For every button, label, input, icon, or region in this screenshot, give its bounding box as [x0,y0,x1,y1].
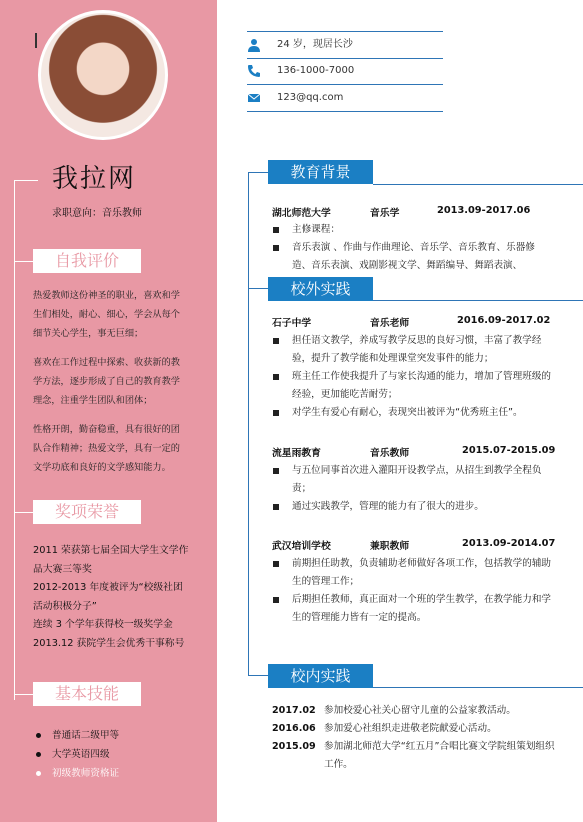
job-bullet: 对学生有爱心有耐心，表现突出被评为“优秀班主任”。 [272,404,552,422]
job-row [272,538,562,554]
job-org: 武汉培训学校 [272,541,331,552]
mail-icon [247,91,261,105]
award-line: 品大赛三等奖 [33,563,92,575]
main-connector [248,172,268,173]
practice-heading: 校外实践 [268,277,373,301]
campus-item [272,738,557,774]
avatar [38,10,168,140]
job-org: 石子中学 [272,318,312,329]
contact-age-text: 24 岁，现居长沙 [277,39,353,50]
main-connector [248,675,268,676]
skill-item: 普通话二级甲等 [36,726,206,745]
education-row [272,205,562,221]
contact-divider [247,58,443,59]
contact-email-text: 123@qq.com [277,92,344,103]
phone-icon [247,64,261,78]
sidebar [0,0,217,822]
job-role: 音乐老师 [370,318,410,329]
campus-item [272,720,557,738]
contact-phone-text: 136-1000-7000 [277,65,355,76]
self-eval-heading: 自我评价 [33,249,141,273]
award-line: 活动积极分子” [33,600,97,612]
job-period: 2015.07-2015.09 [462,445,556,456]
job-org: 流星雨教育 [272,448,321,459]
main-connector [248,288,268,289]
job-row [272,315,562,331]
section-rule [373,184,583,185]
campus-date: 2017.02 [272,705,316,716]
main-timeline [248,172,249,675]
person-icon [247,38,261,52]
job-intent: 求职意向：音乐教师 [52,208,142,219]
education-heading: 教育背景 [268,160,373,184]
campus-text: 参加湖北师范大学“红五月”合唱比赛文学院组策划组织工作。 [324,741,555,770]
job-bullet: 前期担任助教，负责辅助老师做好各项工作，包括教学的辅助生的管理工作； [272,555,552,591]
campus-list [272,702,557,774]
campus-text: 参加爱心社组织走进敬老院献爱心活动。 [324,723,497,734]
sidebar-timeline [14,180,15,700]
self-eval-paragraph: 热爱教师这份神圣的职业，喜欢和学生们相处，耐心、细心，学会从每个细节关心学生，事无巨细； [33,290,180,339]
education-bullets [272,221,552,275]
sidebar-connector [14,180,38,181]
job-bullet: 与五位同事首次进入灌阳开设教学点，从招生到教学全程负责； [272,462,552,498]
contact-divider [247,84,443,85]
award-line: 2013.12 获院学生会优秀干事称号 [33,637,185,649]
job-bullets [272,462,552,516]
contact-age [247,34,443,56]
campus-item [272,702,557,720]
contact-divider [247,31,443,32]
awards-list [33,542,203,653]
award-line: 2011 荣获第七届全国大学生文学作 [33,545,189,556]
self-eval-text [33,286,189,487]
job-bullet: 后期担任教师，真正面对一个班的学生教学，在教学能力和学生的管理能力皆有一定的提高。 [272,591,552,627]
education-period: 2013.09-2017.06 [437,205,531,216]
job-period: 2016.09-2017.02 [457,315,551,326]
sidebar-connector [14,261,33,262]
skill-item: 初级教师资格证 [36,764,206,783]
contact-phone [247,60,443,82]
job-bullets [272,555,552,627]
section-rule [373,300,583,301]
job-bullets [272,332,552,422]
job-bullet: 班主任工作使我提升了与家长沟通的能力，增加了管理班级的经验，更加能吃苦耐劳； [272,368,552,404]
award-line: 2012-2013 年度被评为“校级社团 [33,582,183,593]
job-row [272,445,562,461]
section-rule [373,687,583,688]
campus-date: 2015.09 [272,741,316,752]
sidebar-connector [14,512,33,513]
job-bullet: 通过实践教学，管理的能力有了很大的进步。 [272,498,552,516]
sidebar-connector [14,694,33,695]
contact-email [247,87,443,109]
contact-divider [247,111,443,112]
campus-text: 参加校爱心社关心留守儿童的公益家教活动。 [324,705,516,716]
self-eval-paragraph: 性格开朗，勤奋稳重，具有很好的团队合作精神；热爱文学，具有一定的文学功底和良好的文学感知能力。 [33,424,180,473]
education-bullet: 主修课程： [272,221,552,239]
job-role: 音乐教师 [370,448,410,459]
award-line: 连续 3 个学年获得校一级奖学金 [33,619,173,630]
skills-heading: 基本技能 [33,682,141,706]
school-name: 湖北师范大学 [272,208,331,219]
job-role: 兼职教师 [370,541,410,552]
awards-heading: 奖项荣誉 [33,500,141,524]
skill-item: 大学英语四级 [36,745,206,764]
major-name: 音乐学 [370,208,400,219]
campus-date: 2016.06 [272,723,316,734]
education-bullet: 音乐表演 、作曲与作曲理论、音乐学、音乐教育、乐器修造、音乐表演、戏剧影视文学、舞蹈编导、舞蹈表演、 [272,239,552,275]
skills-list [36,726,206,783]
decor-mark [35,33,37,48]
campus-heading: 校内实践 [268,664,373,688]
person-name: 我拉网 [52,164,137,194]
job-period: 2013.09-2014.07 [462,538,556,549]
self-eval-paragraph: 喜欢在工作过程中探索、收获新的教学方法，逐步形成了自己的教育教学理念，注重学生团队和团体； [33,357,180,406]
job-bullet: 担任语文教学，养成写教学反思的良好习惯，丰富了教学经验，提升了教学能和处理课堂突发事件的能力； [272,332,552,368]
